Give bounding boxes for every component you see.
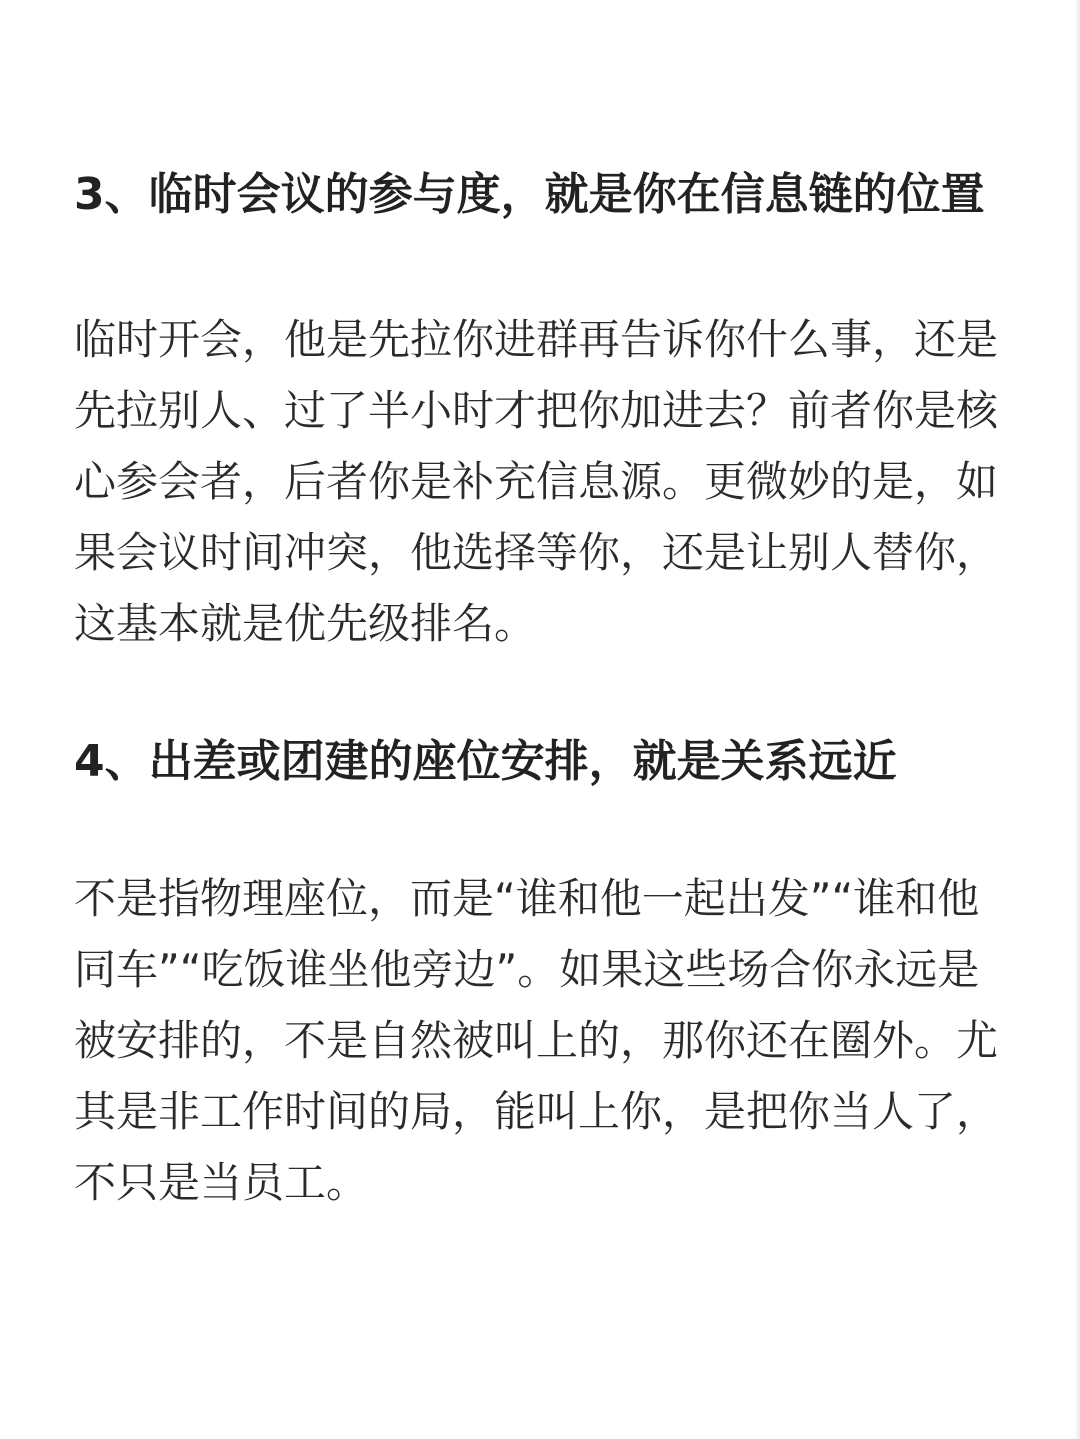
page-edge-shadow <box>1074 0 1080 1439</box>
article-body <box>74 158 1010 1218</box>
section-4-paragraph: 不是指物理座位，而是“谁和他一起出发”“谁和他同车”“吃饭谁坐他旁边”。如果这些场合你永远是被安排的，不是自然被叫上的，那你还在圈外。尤其是非工作时间的局，能叫上你，是把你当人了，不只是当员工。 <box>74 874 999 1207</box>
section-4-heading: 4、出差或团建的座位安排，就是关系远近 <box>74 736 897 787</box>
section-3-paragraph: 临时开会，他是先拉你进群再告诉你什么事，还是先拉别人、过了半小时才把你加进去？前者你是核心参会者，后者你是补充信息源。更微妙的是，如果会议时间冲突，他选择等你，还是让别人替你，这基本就是优先级排名。 <box>74 315 999 648</box>
section-3-heading: 3、临时会议的参与度，就是你在信息链的位置 <box>74 169 985 220</box>
